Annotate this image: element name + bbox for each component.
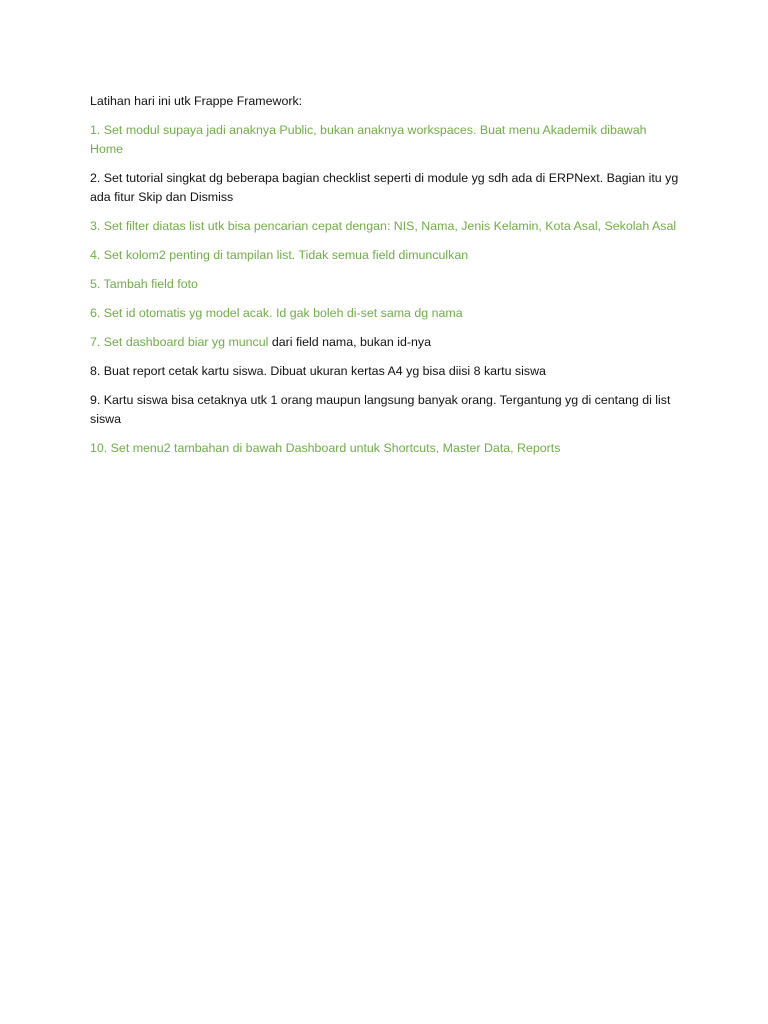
document-body — [90, 92, 680, 468]
task-item-6: 6. Set id otomatis yg model acak. Id gak boleh di-set sama dg nama — [90, 306, 463, 320]
task-item-5: 5. Tambah field foto — [90, 277, 198, 291]
task-item-7 — [90, 333, 680, 352]
task-item-1: 1. Set modul supaya jadi anaknya Public, bukan anaknya workspaces. Buat menu Akademik dibawah Home — [90, 123, 647, 156]
task-item-3: 3. Set filter diatas list utk bisa pencarian cepat dengan: NIS, Nama, Jenis Kelamin, Kota Asal, Sekolah Asal — [90, 219, 677, 233]
task-item-4: 4. Set kolom2 penting di tampilan list. Tidak semua field dimunculkan — [90, 248, 469, 262]
task-item-10: 10. Set menu2 tambahan di bawah Dashboard untuk Shortcuts, Master Data, Reports — [90, 441, 561, 455]
task-item-2: 2. Set tutorial singkat dg beberapa bagian checklist seperti di module yg sdh ada di ERPNext. Bagian itu yg ada fitur Skip dan Dismiss — [90, 171, 679, 204]
task-item-7-pending-part: dari field nama, bukan id-nya — [268, 335, 431, 349]
intro-text: Latihan hari ini utk Frappe Framework: — [90, 94, 303, 108]
task-item-7-done-part: 7. Set dashboard biar yg muncul — [90, 335, 269, 349]
task-item-9: 9. Kartu siswa bisa cetaknya utk 1 orang maupun langsung banyak orang. Tergantung yg di centang di list siswa — [90, 393, 671, 426]
task-item-8: 8. Buat report cetak kartu siswa. Dibuat ukuran kertas A4 yg bisa diisi 8 kartu siswa — [90, 364, 546, 378]
